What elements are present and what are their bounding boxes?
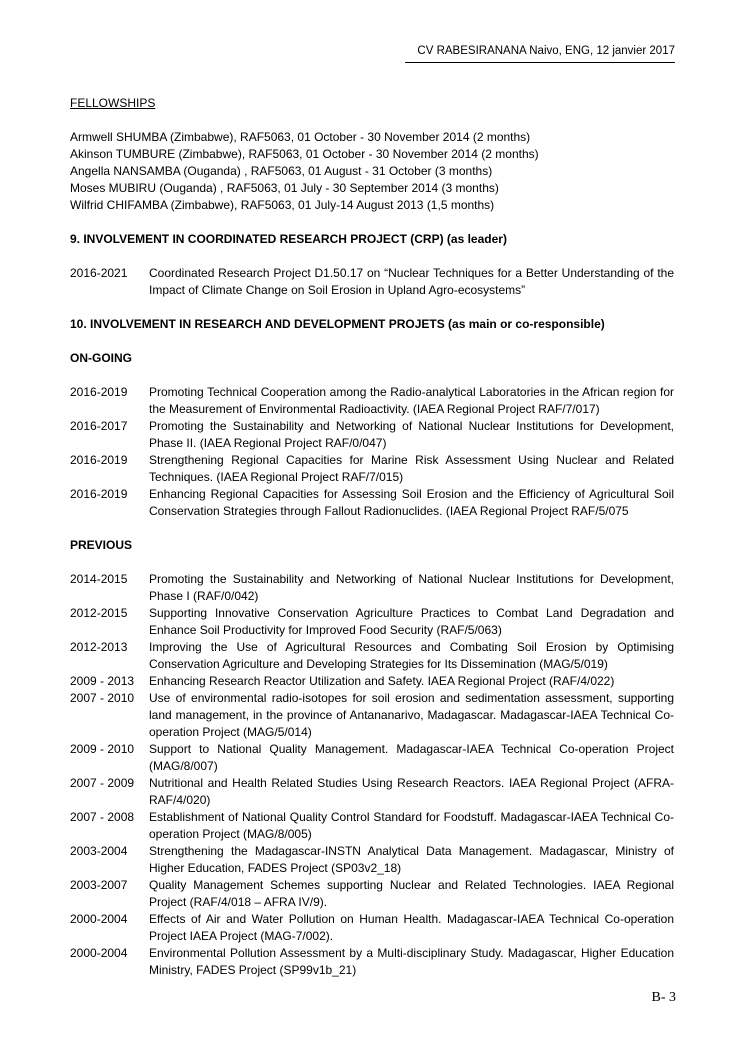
rd-heading: 10. INVOLVEMENT IN RESEARCH AND DEVELOPMENT PROJETS (as main or co-responsible)	[70, 317, 605, 331]
entry-description: Enhancing Regional Capacities for Assessing Soil Erosion and the Efficiency of Agricultural Soil Conservation Strategies through Fallout Radionuclides. (IAEA Regional Project RAF/5/075	[149, 487, 674, 518]
ongoing-entry	[70, 452, 674, 486]
entry-years: 2000-2004	[70, 912, 128, 926]
previous-entry	[70, 877, 674, 911]
entry-years: 2016-2019	[70, 453, 128, 467]
crp-heading: 9. INVOLVEMENT IN COORDINATED RESEARCH PROJECT (CRP) (as leader)	[70, 232, 507, 246]
entry-years: 2016-2021	[70, 266, 128, 280]
entry-years: 2007 - 2008	[70, 810, 135, 824]
previous-entry	[70, 605, 674, 639]
entry-years: 2009 - 2013	[70, 674, 135, 688]
fellowship-item: Wilfrid CHIFAMBA (Zimbabwe), RAF5063, 01 July-14 August 2013 (1,5 months)	[70, 198, 495, 212]
document-body	[70, 95, 674, 979]
entry-years: 2009 - 2010	[70, 742, 135, 756]
previous-entry	[70, 843, 674, 877]
entry-description: Establishment of National Quality Control Standard for Foodstuff. Madagascar-IAEA Technical Co-operation Project (MAG/8/005)	[149, 810, 674, 841]
entry-years: 2003-2004	[70, 844, 128, 858]
crp-entry	[70, 265, 674, 299]
entry-years: 2014-2015	[70, 572, 128, 586]
previous-entry	[70, 809, 674, 843]
previous-entry	[70, 945, 674, 979]
entry-years: 2007 - 2009	[70, 776, 135, 790]
previous-entry	[70, 775, 674, 809]
ongoing-entry	[70, 486, 674, 520]
previous-entry	[70, 741, 674, 775]
entry-description: Strengthening Regional Capacities for Marine Risk Assessment Using Nuclear and Related Techniques. (IAEA Regional Project RAF/7/015)	[149, 453, 674, 484]
previous-entry	[70, 571, 674, 605]
page-number: B- 3	[651, 990, 676, 1005]
entry-description: Coordinated Research Project D1.50.17 on “Nuclear Techniques for a Better Understanding of the Impact of Climate Change on Soil Erosion in Upland Agro-ecosystems”	[149, 266, 674, 297]
fellowships-heading: FELLOWSHIPS	[70, 96, 156, 110]
entry-description: Supporting Innovative Conservation Agriculture Practices to Combat Land Degradation and Enhance Soil Productivity for Improved Food Security (RAF/5/063)	[149, 606, 674, 637]
entry-description: Promoting the Sustainability and Networking of National Nuclear Institutions for Development, Phase II. (IAEA Regional Project RAF/0/047)	[149, 419, 674, 450]
entry-description: Strengthening the Madagascar-INSTN Analytical Data Management. Madagascar, Ministry of Higher Education, FADES Project (SP03v2_18)	[149, 844, 674, 875]
entry-years: 2000-2004	[70, 946, 128, 960]
fellowship-item: Moses MUBIRU (Ouganda) , RAF5063, 01 July - 30 September 2014 (3 months)	[70, 181, 499, 195]
entry-description: Improving the Use of Agricultural Resources and Combating Soil Erosion by Optimising Conservation Agriculture and Developing Strategies for Its Dissemination (MAG/5/019)	[149, 640, 674, 671]
previous-entry	[70, 673, 674, 690]
previous-entry	[70, 690, 674, 741]
entry-years: 2016-2017	[70, 419, 128, 433]
fellowship-item: Armwell SHUMBA (Zimbabwe), RAF5063, 01 October - 30 November 2014 (2 months)	[70, 130, 531, 144]
entry-description: Support to National Quality Management. Madagascar-IAEA Technical Co-operation Project (MAG/8/007)	[149, 742, 674, 773]
entry-years: 2007 - 2010	[70, 691, 135, 705]
entry-description: Quality Management Schemes supporting Nuclear and Related Technologies. IAEA Regional Project (RAF/4/018 – AFRA IV/9).	[149, 878, 674, 909]
entry-years: 2003-2007	[70, 878, 128, 892]
entry-years: 2012-2015	[70, 606, 128, 620]
entry-years: 2016-2019	[70, 487, 128, 501]
ongoing-heading: ON-GOING	[70, 351, 132, 365]
fellowship-item: Akinson TUMBURE (Zimbabwe), RAF5063, 01 October - 30 November 2014 (2 months)	[70, 147, 539, 161]
page-header: CV RABESIRANANA Naivo, ENG, 12 janvier 2017	[405, 44, 675, 63]
entry-description: Promoting the Sustainability and Networking of National Nuclear Institutions for Development, Phase I (RAF/0/042)	[149, 572, 674, 603]
entry-description: Effects of Air and Water Pollution on Human Health. Madagascar-IAEA Technical Co-operation Project IAEA Project (MAG-7/002).	[149, 912, 674, 943]
entry-description: Environmental Pollution Assessment by a Multi-disciplinary Study. Madagascar, Higher Education Ministry, FADES Project (SP99v1b_21)	[149, 946, 674, 977]
ongoing-entry	[70, 384, 674, 418]
ongoing-entry	[70, 418, 674, 452]
previous-heading: PREVIOUS	[70, 538, 133, 552]
entry-description: Nutritional and Health Related Studies Using Research Reactors. IAEA Regional Project (AFRA-RAF/4/020)	[149, 776, 674, 807]
entry-description: Enhancing Research Reactor Utilization and Safety. IAEA Regional Project (RAF/4/022)	[149, 674, 615, 688]
previous-entry	[70, 911, 674, 945]
previous-entry	[70, 639, 674, 673]
entry-description: Use of environmental radio-isotopes for soil erosion and sedimentation assessment, supporting land management, in the province of Antananarivo, Madagascar. Madagascar-IAEA Technical Co-operation Project (MAG/5/014)	[149, 691, 674, 739]
fellowship-item: Angella NANSAMBA (Ouganda) , RAF5063, 01 August - 31 October (3 months)	[70, 164, 493, 178]
entry-years: 2016-2019	[70, 385, 128, 399]
entry-description: Promoting Technical Cooperation among the Radio-analytical Laboratories in the African region for the Measurement of Environmental Radioactivity. (IAEA Regional Project RAF/7/017)	[149, 385, 674, 416]
entry-years: 2012-2013	[70, 640, 128, 654]
